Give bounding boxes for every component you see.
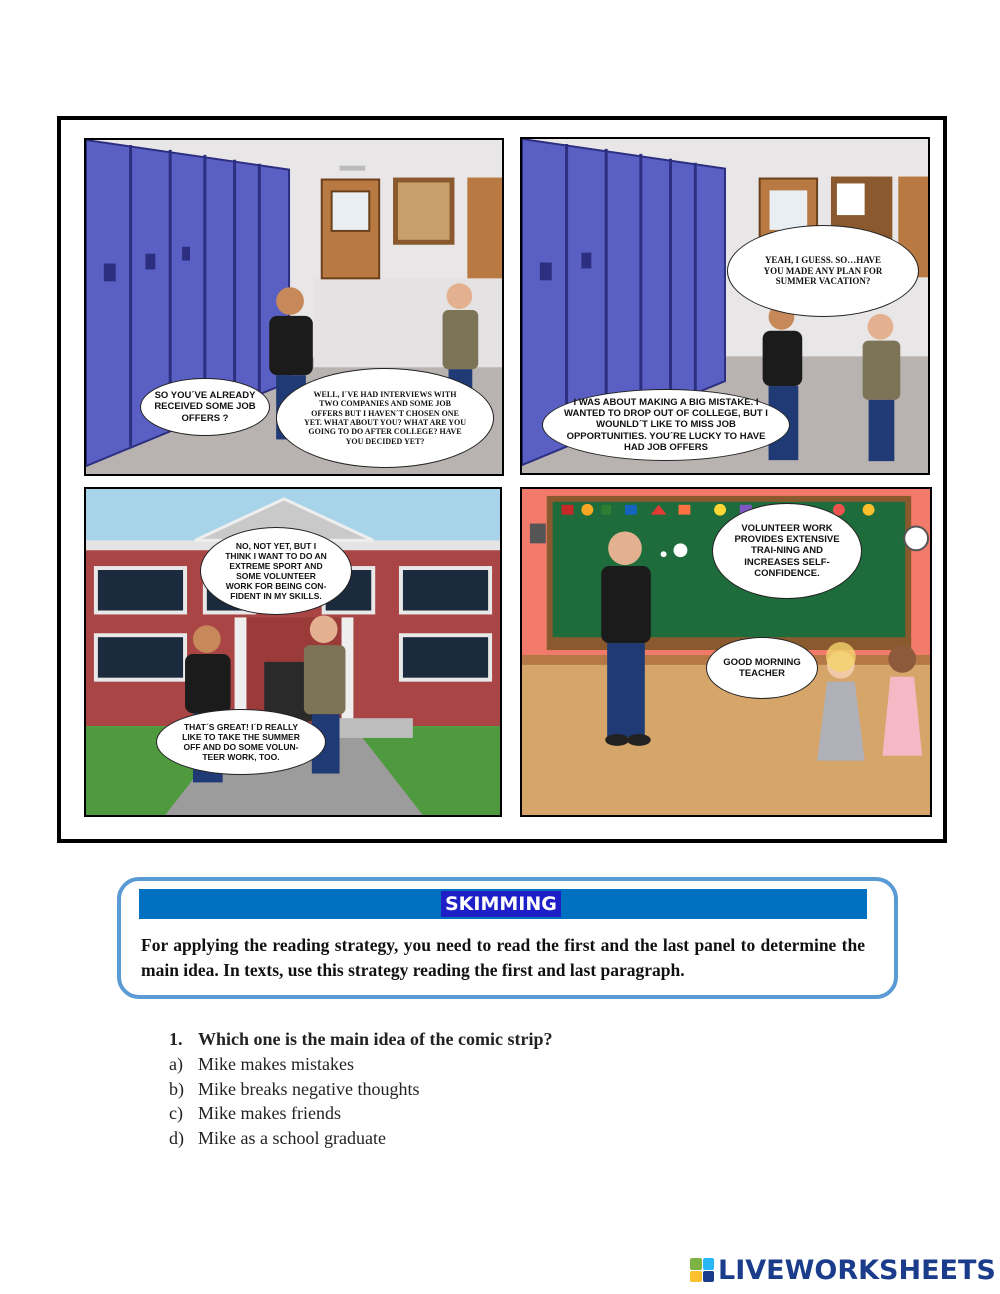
liveworksheets-logo (690, 1253, 996, 1287)
answer-option[interactable] (169, 1128, 552, 1153)
answer-option[interactable] (169, 1054, 552, 1079)
skimming-header-bar (139, 889, 867, 919)
question-block (169, 1029, 552, 1152)
thought-bubble: VOLUNTEER WORK PROVIDES EXTENSIVE TRAI-NING AND INCREASES SELF-CONFIDENCE. (712, 503, 862, 599)
option-letter: b) (169, 1078, 184, 1099)
speech-bubble: WELL, I´VE HAD INTERVIEWS WITH TWO COMPANIES AND SOME JOB OFFERS BUT I HAVEN´T CHOSEN ONE YET. WHAT ABOUT YOU? WHAT ARE YOU GOING TO DO AFTER COLLEGE? HAVE YOU DECIDED YET? (276, 368, 494, 468)
speech-bubble: SO YOU´VE ALREADY RECEIVED SOME JOB OFFERS ? (140, 378, 270, 436)
option-text: Mike as a school graduate (198, 1127, 386, 1148)
option-text: Mike breaks negative thoughts (198, 1078, 420, 1099)
skimming-box (117, 877, 898, 999)
question-text: Which one is the main idea of the comic strip? (198, 1029, 553, 1049)
speech-bubble: NO, NOT YET, BUT I THINK I WANT TO DO AN EXTREME SPORT AND SOME VOLUNTEER WORK FOR BEING CON-FIDENT IN MY SKILLS. (200, 527, 352, 615)
option-text: Mike makes friends (198, 1103, 341, 1123)
speech-bubble: I WAS ABOUT MAKING A BIG MISTAKE. I WANTED TO DROP OUT OF COLLEGE, BUT I WOUNLD´T LIKE TO MISS JOB OPPORTUNITIES. YOU´RE LUCKY TO HAVE HAD JOB OFFERS (542, 389, 790, 461)
speech-bubble: YEAH, I GUESS. SO…HAVE YOU MADE ANY PLAN FOR SUMMER VACATION? (727, 225, 919, 317)
comic-panel-4 (520, 487, 932, 817)
comic-panel-2 (520, 137, 930, 475)
option-letter: d) (169, 1127, 184, 1148)
option-letter: c) (169, 1103, 183, 1123)
answer-option[interactable] (169, 1079, 552, 1104)
option-text: Mike makes mistakes (198, 1054, 354, 1074)
logo-icon (690, 1258, 714, 1282)
comic-strip (57, 116, 947, 843)
comic-panel-1 (84, 138, 504, 476)
comic-panel-3 (84, 487, 502, 817)
logo-text: LIVEWORKSHEETS (718, 1254, 996, 1286)
question-title (169, 1029, 552, 1054)
option-letter: a) (169, 1054, 183, 1074)
question-number: 1. (169, 1029, 183, 1049)
answer-option[interactable] (169, 1103, 552, 1128)
skimming-title: SKIMMING (441, 891, 561, 917)
skimming-text: For applying the reading strategy, you need to read the first and the last panel to determine the main idea. In texts, use this strategy reading the first and last paragraph. (141, 935, 865, 980)
speech-bubble: THAT´S GREAT! I´D REALLY LIKE TO TAKE THE SUMMER OFF AND DO SOME VOLUN-TEER WORK, TOO. (156, 709, 326, 775)
speech-bubble: GOOD MORNING TEACHER (706, 637, 818, 699)
